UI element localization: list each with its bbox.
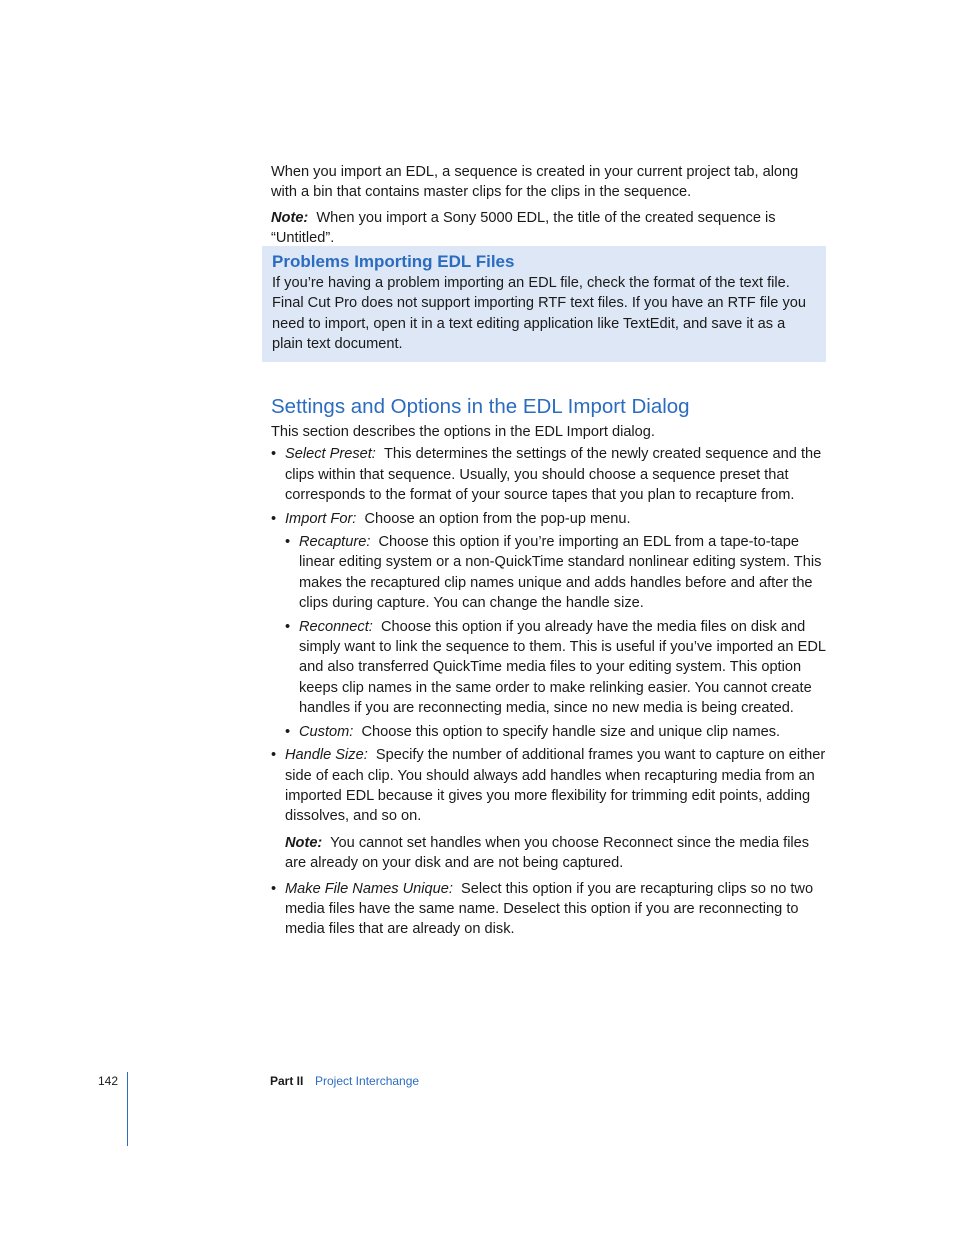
list-item-import-for (271, 509, 827, 742)
item-text: Choose this option if you already have the media files on disk and simply want to link the sequence to them. This is useful if you’ve imported an EDL and also transferred QuickTime media files to your editing system. This option keeps clip names in the same order to make relinking easier. You cannot create handles if you are reconnecting media, since no new media is being created. (299, 618, 826, 717)
term-label: Make File Names Unique: (285, 880, 453, 897)
term-label: Select Preset: (285, 446, 376, 463)
term-label: Handle Size: (285, 747, 368, 764)
term-label: Import For: (285, 510, 357, 527)
item-text: Select this option if you are recapturing clips so no two media files have the same name. Deselect this option if you are reconnecting to media files that are already on disk. (285, 880, 814, 938)
footer-chapter-link[interactable]: Project Interchange (315, 1074, 420, 1088)
import-for-sublist (285, 532, 827, 742)
list-item-handle-size (271, 745, 827, 873)
term-label: Recapture: (299, 534, 371, 551)
sub-item-recapture (285, 532, 827, 614)
item-text: This determines the settings of the newly created sequence and the clips within that sequence. Usually, you should choose a sequence preset that corresponds to the format of your source tapes that you plan to recapture from. (285, 446, 822, 504)
sub-item-reconnect (285, 617, 827, 719)
footer-part: Part II (270, 1074, 304, 1088)
note-text: You cannot set handles when you choose Reconnect since the media files are already on your disk and are not being captured. (285, 834, 810, 872)
item-text: Specify the number of additional frames you want to capture on either side of each clip. You should always add handles when recapturing media from an imported EDL because it gives you more flexibility for trimming edit points, adding dissolves, and so on. (285, 747, 826, 825)
options-list (271, 444, 827, 939)
list-item-make-file-names-unique (271, 879, 827, 940)
item-text: Choose this option if you’re importing an EDL from a tape-to-tape linear editing system or a non-QuickTime standard nonlinear editing system. This makes the recaptured clip names unique and adds handles before and after the clips during capture. You can change the handle size. (299, 534, 822, 612)
sidebar-title: Problems Importing EDL Files (272, 252, 515, 271)
item-text: Choose this option to specify handle size and unique clip names. (361, 723, 781, 740)
section-heading: Settings and Options in the EDL Import Dialog (271, 395, 690, 418)
note-text: When you import a Sony 5000 EDL, the title of the created sequence is “Untitled”. (271, 209, 776, 247)
note-label: Note: (271, 209, 309, 226)
intro-note (271, 208, 827, 249)
page-footer (0, 1072, 954, 1092)
list-item-select-preset (271, 444, 827, 505)
intro-paragraph: When you import an EDL, a sequence is created in your current project tab, along with a bin that contains master clips for the clips in the sequence. (271, 164, 799, 201)
item-text: Choose an option from the pop-up menu. (364, 510, 631, 527)
page-number: 142 (98, 1074, 119, 1088)
sidebar-box (262, 246, 826, 362)
handle-size-note (285, 833, 827, 874)
sub-item-custom (285, 722, 827, 742)
term-label: Reconnect: (299, 618, 373, 635)
note-label: Note: (285, 834, 323, 851)
intro-block (271, 162, 827, 254)
sidebar-text: If you’re having a problem importing an EDL file, check the format of the text file. Final Cut Pro does not support importing RTF text files. If you have an RTF file you need to import, open it in a text editing application like TextEdit, and save it as a plain text document. (272, 275, 806, 353)
settings-section (271, 393, 827, 943)
section-intro: This section describes the options in the EDL Import dialog. (271, 424, 655, 440)
term-label: Custom: (299, 723, 354, 740)
